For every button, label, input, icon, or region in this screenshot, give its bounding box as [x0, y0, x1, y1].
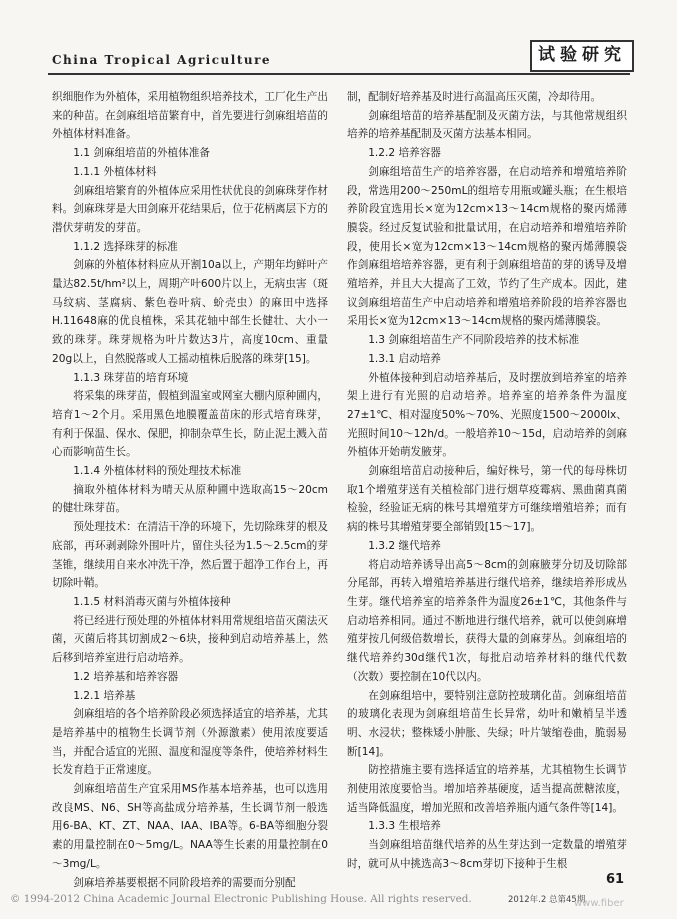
- section-heading: 1.1.4 外植体材料的预处理技术标准: [73, 465, 242, 478]
- paragraph: 将启动培养诱导出高5～8cm的剑麻腋芽分切及切除部分尾部，再转入增殖培养基进行继代培养，继续培养形成丛生芽。继代培养室的培养条件为温度26±1℃，其他条件与启动培养相同。通过不断地进行继代培养，就可以使剑麻增殖芽按几何级倍数增长，获得大量的剑麻芽丛。剑麻组培的继代培养约30d继代1次，每批启动培养材料的继代代数（次数）要控制在10代以内。: [347, 558, 627, 683]
- paragraph: 织细胞作为外植体，采用植物组织培养技术，工厂化生产出来的种苗。在剑麻组培苗繁育中，首先要进行剑麻组培苗的外植体材料准备。: [52, 91, 328, 141]
- paragraph: 将已经进行预处理的外植体材料用常规组培苗灭菌法灭菌，灭菌后将其切割成2～6块，接种到启动培养基上，然后移到培养室进行启动培养。: [52, 614, 328, 665]
- section-heading: 1.1.2 选择珠芽的标准: [73, 240, 178, 253]
- right-column: [347, 88, 627, 874]
- section-heading: 1.2.1 培养基: [73, 689, 136, 702]
- paragraph: 剑麻培养基要根据不同阶段培养的需要而分别配: [73, 876, 296, 889]
- paragraph: 外植体接种到启动培养基后，及时摆放到培养室的培养架上进行有光照的启动培养。培养室的培养条件为温度27±1℃、相对湿度50%～70%、光照度1500～2000lx、光照时间10～12h/d。一般培养10～15d，启动培养的剑麻外植体开始萌发腋芽。: [347, 371, 627, 459]
- section-heading: 1.1 剑麻组培苗的外植体准备: [73, 147, 210, 160]
- paragraph: 在剑麻组培中，要特别注意防控玻璃化苗。剑麻组培苗的玻璃化表现为剑麻组培苗生长异常，幼叶和嫩梢呈半透明、水浸状；整株矮小肿胀、失绿；叶片皱缩卷曲，脆弱易断[14]。: [347, 689, 627, 758]
- paragraph: 剑麻组培苗生产宜采用MS作基本培养基，也可以选用改良MS、N6、SH等高盐成分培养基，生长调节剂一般选用6-BA、KT、ZT、NAA、IAA、IBA等。6-BA等细胞分裂素的用量控制在0～5mg/L。NAA等生长素的用量控制在0～3mg/L。: [52, 783, 328, 870]
- paragraph: 剑麻组培苗启动接种后，编好株号，第一代的每母株切取1个增殖芽送有关植检部门进行烟草疫霉病、黑曲菌真菌检验，经验证无病的株号其增殖芽方可继续增殖培养；而有病的株号其增殖芽要全部销毁[15～17]。: [347, 465, 627, 534]
- section-heading: 1.1.1 外植体材料: [73, 165, 157, 178]
- paragraph: 防控措施主要有选择适宜的培养基，尤其植物生长调节剂使用浓度要恰当。增加培养基硬度，适当提高蔗糖浓度，适当降低温度，增加光照和改善培养瓶内通气条件等[14]。: [347, 764, 627, 814]
- section-heading: 1.3 剑麻组培苗生产不同阶段培养的技术标准: [368, 334, 580, 347]
- issue-info: 2012年.2 总第45期: [508, 895, 586, 905]
- paragraph: 剑麻的外植体材料应从开割10a以上，产期年均鲜叶产量达82.5t/hm²以上，周期产叶600片以上，无病虫害（斑马纹病、茎腐病、紫色卷叶病、蚧壳虫）的麻田中选择H.11648麻的优良植株，采其花轴中部生长健壮、大小一致的珠芽。珠芽规格为叶片数达3片，高度10cm、重量20g以上，自然脱落或人工摇动植株后脱落的珠芽[15]。: [52, 259, 328, 365]
- paragraph: 剑麻组培的各个培养阶段必须选择适宜的培养基，尤其是培养基中的植物生长调节剂（外源激素）使用浓度要适当，并配合适宜的光照、温度和湿度等条件，使培养材料生长发育趋于正常速度。: [52, 708, 328, 777]
- journal-title: China Tropical Agriculture: [52, 53, 272, 67]
- watermark: www.fiber: [574, 898, 624, 909]
- section-heading: 1.3.1 启动培养: [368, 352, 441, 365]
- paragraph: 将采集的珠芽苗，假植到温室或网室大棚内原种圃内，培育1～2个月。采用黑色地膜覆盖苗床的形式培育珠芽，有利于保温、保水、保肥，抑制杂草生长，防止泥土溅入苗心而影响苗生长。: [52, 390, 328, 459]
- paragraph: 制，配制好培养基及时进行高温高压灭菌，冷却待用。: [347, 91, 602, 103]
- header-divider: [48, 73, 630, 75]
- section-tag: 试验研究: [530, 40, 634, 72]
- paragraph: 剑麻组培繁育的外植体应采用性状优良的剑麻珠芽作材料。剑麻珠芽是大田剑麻开花结果后，位于花柄离层下方的潜伏芽萌发的芽苗。: [52, 184, 328, 234]
- paragraph: 剑麻组培苗的培养基配制及灭菌方法，与其他常规组织培养的培养基配制及灭菌方法基本相同。: [347, 109, 627, 141]
- section-heading: 1.2 培养基和培养容器: [73, 670, 179, 683]
- page-number: 61: [606, 872, 625, 887]
- paragraph: 摘取外植体材料为晴天从原种圃中选取高15～20cm的健壮珠芽苗。: [52, 483, 328, 515]
- copyright-notice: © 1994-2012 China Academic Journal Electronic Publishing House. All rights reserved.: [10, 893, 472, 905]
- section-heading: 1.3.2 继代培养: [368, 539, 441, 552]
- section-heading: 1.3.3 生根培养: [368, 820, 441, 833]
- section-heading: 1.1.3 珠芽苗的培育环境: [73, 371, 189, 384]
- paragraph: 预处理技术：在清洁干净的环境下，先切除珠芽的根及底部，再环剥剥除外围叶片，留住头径为1.5～2.5cm的芽茎锥，继续用自来水冲洗干净，然后置于超净工作台上，再切除叶鞘。: [52, 521, 328, 590]
- paragraph: 当剑麻组培苗继代培养的丛生芽达到一定数量的增殖芽时，就可从中挑选高3～8cm芽切下接种于生根: [347, 839, 627, 870]
- paragraph: 剑麻组培苗生产的培养容器，在启动培养和增殖培养阶段，常选用200～250mL的组培专用瓶或罐头瓶；在生根培养阶段宜选用长×宽为12cm×13～14cm规格的聚丙烯薄膜袋。经过反复试验和批量试用，在启动培养和增殖培养阶段，使用长×宽为12cm×13～14cm规格的聚丙烯薄膜袋作剑麻组培培养容器，更有利于剑麻组培苗的芽的诱导及增殖培养，并且大大提高了工效，节约了生产成本。因此，建议剑麻组培苗生产中启动培养和增殖培养阶段的培养容器也采用长×宽为12cm×13～14cm规格的聚丙烯薄膜袋。: [347, 165, 627, 328]
- left-column: [52, 88, 328, 892]
- page-header: [0, 0, 677, 78]
- section-heading: 1.2.2 培养容器: [368, 147, 441, 160]
- section-heading: 1.1.5 材料消毒灭菌与外植体接种: [73, 595, 231, 608]
